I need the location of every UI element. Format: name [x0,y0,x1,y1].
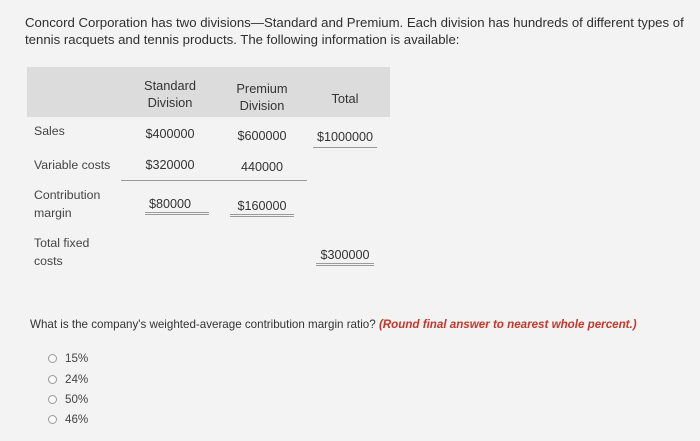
sales-standard: $400000 [145,127,195,141]
radio-button-icon[interactable] [48,375,57,384]
header-standard-line2: Division [147,95,193,110]
question [30,318,690,331]
row-label-contribution-margin [34,186,100,222]
row-label-total-fixed-costs [34,234,89,270]
header-premium-line2: Division [239,98,285,113]
contribution-margin-line2: margin [34,206,72,220]
sales-total: $1000000 [316,130,374,144]
radio-button-icon[interactable] [48,395,57,404]
header-standard-line1: Standard [144,78,196,93]
answer-option-label: 15% [65,352,89,365]
answer-option-3[interactable] [48,393,88,406]
sales-premium: $600000 [237,129,287,143]
radio-button-icon[interactable] [48,354,57,363]
answer-option-4[interactable] [48,413,88,426]
answer-option-label: 24% [65,373,89,386]
variable-costs-premium: 440000 [240,160,284,174]
contribution-margin-line1: Contribution [34,188,101,202]
contribution-margin-standard-double-underline [145,212,209,215]
total-fixed-costs-line1: Total fixed [34,236,90,250]
answer-option-label: 50% [65,393,89,406]
total-fixed-costs-total: $300000 [320,248,370,262]
question-text: What is the company's weighted-average contribution margin ratio? [30,318,376,331]
total-fixed-costs-double-underline [316,263,374,266]
header-premium-line1: Premium [236,81,288,96]
contribution-margin-standard: $80000 [148,197,192,211]
header-standard-division [130,77,210,111]
variable-costs-underline [121,180,307,181]
question-hint: (Round final answer to nearest whole percent.) [378,318,637,331]
contribution-margin-premium: $160000 [237,199,287,213]
total-fixed-costs-line2: costs [34,254,63,268]
problem-intro: Concord Corporation has two divisions—Standard and Premium. Each division has hundreds of different types of tennis racquets and tennis products. The following information is available: [25,15,684,47]
answer-option-2[interactable] [48,373,88,386]
sales-total-underline [313,147,377,148]
radio-button-icon[interactable] [48,415,57,424]
answer-option-1[interactable] [48,352,88,365]
row-label-sales: Sales [34,124,65,138]
contribution-margin-premium-double-underline [230,214,294,217]
variable-costs-standard: $320000 [145,158,195,172]
header-total: Total [331,91,359,106]
answer-option-label: 46% [65,413,89,426]
row-label-variable-costs: Variable costs [34,158,111,172]
header-premium-division [222,80,302,114]
